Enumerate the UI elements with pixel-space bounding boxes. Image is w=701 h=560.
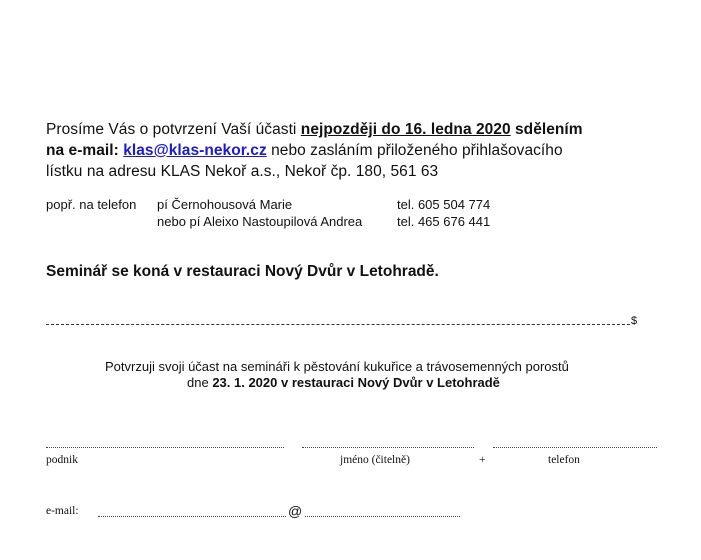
request-suffix: sdělením	[510, 121, 583, 138]
email-domain-field[interactable]	[305, 516, 460, 517]
company-field[interactable]	[46, 447, 284, 448]
confirm-date-prefix: dne	[187, 375, 213, 390]
contact-2-tel: tel. 465 676 441	[397, 214, 491, 229]
phone-label: popř. na telefon	[46, 197, 137, 212]
email-field-label: e-mail:	[46, 505, 79, 517]
request-line-2	[46, 140, 563, 161]
contact-2-name: nebo pí Aleixo Nastoupilová Andrea	[157, 214, 363, 229]
confirm-date-venue: 23. 1. 2020 v restauraci Nový Dvůr v Letohradě	[212, 375, 500, 390]
email-link[interactable]: klas@klas-nekor.cz	[123, 142, 267, 159]
confirm-line-1: Potvrzuji svoji účast na semináři k pěstování kukuřice a trávosemenných porostů	[105, 359, 569, 374]
scissors-icon: $	[631, 315, 638, 327]
request-line-3: lístku na adresu KLAS Nekoř a.s., Nekoř čp. 180, 561 63	[46, 163, 439, 180]
confirm-line-2	[187, 374, 500, 391]
at-sign: @	[288, 503, 303, 519]
request-text: Prosíme Vás o potvrzení Vaší účasti	[46, 121, 301, 138]
name-field[interactable]	[302, 447, 474, 448]
request-line-1	[46, 119, 583, 140]
cut-line	[46, 324, 630, 325]
email-user-field[interactable]	[98, 516, 286, 517]
company-label: podnik	[46, 454, 78, 466]
phone-field[interactable]	[493, 447, 657, 448]
contact-1-name: pí Černohousová Marie	[157, 197, 293, 212]
plus-label: +	[479, 454, 486, 466]
phone-label-field: telefon	[548, 454, 580, 466]
name-label: jméno (čitelně)	[340, 454, 410, 466]
deadline-text: nejpozději do 16. ledna 2020	[300, 121, 511, 138]
venue-text: Seminář se koná v restauraci Nový Dvůr v Letohradě.	[46, 263, 439, 280]
request-line-2-suffix: nebo zasláním přiloženého přihlašovacího	[266, 142, 563, 159]
contact-1-tel: tel. 605 504 774	[397, 197, 491, 212]
email-label: na e-mail:	[46, 142, 124, 159]
